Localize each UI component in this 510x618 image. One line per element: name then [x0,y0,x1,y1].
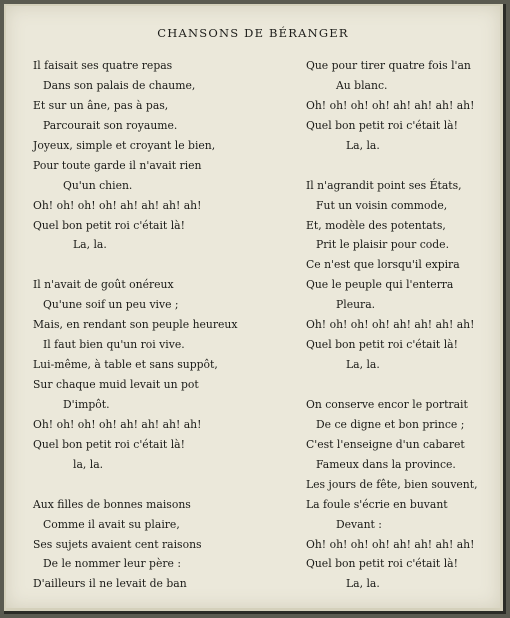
verse-line: De ce digne et bon prince ; [316,417,465,431]
verse-line: Il n'avait de goût onéreux [33,278,174,292]
verse-line: Ses sujets avaient cent raisons [33,537,202,551]
verse-line: Que pour tirer quatre fois l'an [306,59,471,72]
verse-line: Mais, en rendant son peuple heureux [33,318,238,332]
verse-line: C'est l'enseigne d'un cabaret [306,437,465,451]
verse-line: Comme il avait su plaire, [43,517,180,531]
verse-line: Prit le plaisir pour code. [316,238,450,252]
verse-line: Fameux dans la province. [316,457,456,471]
verse-line: De le nommer leur père : [43,557,181,571]
verse-line: D'impôt. [63,397,110,411]
verse-line: Ce n'est que lorsqu'il expira [306,258,460,272]
refrain-line: La, la. [73,238,107,252]
verse-line: Pour toute garde il n'avait rien [33,158,202,172]
page-header: CHANSONS DE BÉRANGER [157,26,349,40]
right-column [306,56,506,594]
verse-line: Fut un voisin commode, [316,198,448,212]
stanza [306,56,506,156]
verse-line: Aux filles de bonnes maisons [33,497,191,511]
verse-line: Oh! oh! oh! oh! ah! ah! ah! ah! [306,318,475,332]
stanza [33,495,263,595]
verse-line: Lui-même, à table et sans suppôt, [33,358,218,372]
verse-line: Sur chaque muid levait un pot [33,378,199,391]
stanza [306,395,506,594]
refrain-line: La, la. [346,138,380,152]
refrain-line: la, la. [73,457,104,471]
book-page [6,6,500,608]
stanza [33,275,263,474]
verse-line: On conserve encor le portrait [306,397,468,411]
verse-line: Il faut bien qu'un roi vive. [43,338,185,352]
verse-line: Quel bon petit roi c'était là! [306,338,458,352]
verse-line: Quel bon petit roi c'était là! [306,118,458,132]
refrain-line: La, la. [346,577,380,591]
left-column [33,56,263,594]
verse-line: Parcourait son royaume. [43,118,178,132]
verse-line: D'ailleurs il ne levait de ban [33,577,187,591]
stanza [33,56,263,255]
verse-line: Devant : [336,517,382,531]
verse-line: Oh! oh! oh! oh! ah! ah! ah! ah! [306,537,475,551]
verse-line: Quel bon petit roi c'était là! [33,218,185,232]
verse-line: Dans son palais de chaume, [43,78,196,92]
refrain-line: La, la. [346,358,380,372]
verse-line: Il faisait ses quatre repas [33,59,173,72]
verse-line: Quel bon petit roi c'était là! [306,557,458,571]
verse-line: Oh! oh! oh! oh! ah! ah! ah! ah! [33,417,202,431]
verse-line: Oh! oh! oh! oh! ah! ah! ah! ah! [306,98,475,112]
verse-line: Et, modèle des potentats, [306,218,446,232]
verse-line: Pleura. [336,298,376,312]
verse-line: Que le peuple qui l'enterra [306,278,454,292]
verse-line: Et sur un âne, pas à pas, [33,98,169,112]
verse-line: Quel bon petit roi c'était là! [33,437,185,451]
verse-line: Il n'agrandit point ses États, [306,178,462,192]
verse-line: Qu'une soif un peu vive ; [43,298,179,312]
verse-line: Oh! oh! oh! oh! ah! ah! ah! ah! [33,198,202,212]
verse-line: Qu'un chien. [63,178,133,192]
verse-line: Au blanc. [336,78,388,92]
verse-line: Joyeux, simple et croyant le bien, [33,138,216,152]
verse-line: La foule s'écrie en buvant [306,497,448,511]
stanza [306,176,506,375]
verse-line: Les jours de fête, bien souvent, [306,477,478,491]
